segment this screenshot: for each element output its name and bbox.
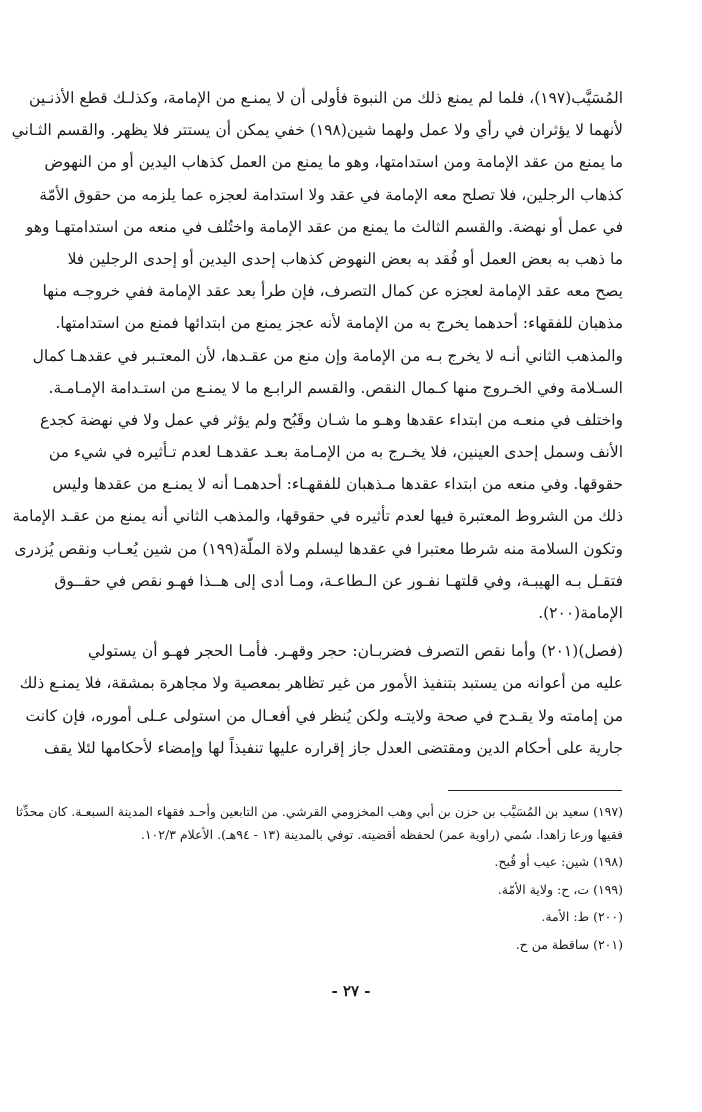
text-line: وتكون السلامة منه شرطا معتبرا في عقدها ليسلم ولاة الملّة(١٩٩) من شين يُعـاب ونقص يُزدرى: [14, 539, 623, 558]
text-line: حقوقها. وفي منعه من ابتداء عقدها مـذهبان للفقهـاء: أحدهمـا أنه لا يمنـع من عقدها وليس: [52, 475, 623, 494]
text-line: فتقـل بـه الهيبـة، وفي قلتهـا نفـور عن الـطاعـة، ومـا أدى إلى هــذا فهـو نقص في حقــوق: [54, 571, 623, 590]
footnotes: [15, 801, 623, 956]
text-line: السـلامة وفي الخـروج منها كـمال النقص. والقسم الرابـع ما لا يمنـع من استـدامة الإمـامـة.: [48, 378, 623, 397]
text-line: من إمامته ولا يقـدح في صحة ولايتـه ولكن يُنظر في أفعـال من استولى عـلى أموره، فإن كانت: [25, 706, 623, 725]
text-line: الإمامة(٢٠٠).: [538, 604, 623, 622]
footnote-line: (١٩٨) شين: عيب أو قُبح.: [494, 854, 623, 869]
footnote-line: (٢٠١) ساقطة من ح.: [515, 936, 623, 952]
text-line: جارية على أحكام الدين ومقتضى العدل جاز إقراره عليها تنفيذاً لها وإمضاء لأحكامها لئلا يقف: [43, 738, 623, 757]
text-line: والمذهب الثاني أنـه لا يخرج بـه من الإمامة وإن منع من عقـدها، لأن المعتـبر في عقدهـا كمال: [32, 346, 623, 365]
text-line: ذلك من الشروط المعتبرة فيها لعدم تأثيره في حقوقها، والمذهب الثاني أنه يمنع من عقـد الإمامة: [12, 507, 623, 526]
footnote-divider: [448, 790, 622, 791]
text-line: كذهاب الرجلين، فلا تصلح معه الإمامة في عقد ولا استدامة لعجزه عما يلزمه من حقوق الأمّة: [39, 185, 623, 204]
text-line: في عمل أو نهضة. والقسم الثالث ما يمنع من عقد الإمامة واختُلف في منعه من استدامتهـا وهو: [25, 217, 623, 236]
text-line: ما ذهب به بعض العمل أو فُقد به بعض النهوض كذهاب إحدى اليدين أو إحدى الرجلين فلا: [67, 249, 623, 268]
text-line: يصح معه عقد الإمامة لعجزه عن كمال التصرف، فإن طرأ بعد عقد الإمامة ففي خروجـه منها: [42, 282, 623, 301]
footnote-line: (١٩٩) ت، ح: ولاية الأمّة.: [497, 881, 623, 897]
main-text: [11, 82, 623, 764]
text-line: مذهبان للفقهاء: أحدهما يخرج به من الإمامة لأنه عجز يمنع من ابتدائها فمنع من استدامتها.: [55, 314, 623, 333]
text-line: ما يمنع من عقد الإمامة ومن استدامتها، وهو ما يمنع من العمل كذهاب اليدين أو من النهوض: [44, 153, 623, 172]
text-line: واختلف في منعـه من ابتداء عقدها وهـو ما شـان وقَبُح ولم يؤثر في عمل ولا في نهضة كجدع: [40, 410, 623, 429]
text-line: عليه من أعوانه من يستبد بتنفيذ الأمور من غير تظاهر بمعصية ولا مجاهرة بمشقة، فلا يمنـع ذلك: [19, 674, 623, 693]
page-number: - ٢٧ -: [331, 982, 371, 1000]
footnote-line: (١٩٧) سعيد بن المُسَيَّب بن حزن بن أبي وهب المخزومي القرشي. من التابعين وأحـد فقهاء المدينة السبعـة. كان محدِّثا: [15, 804, 623, 819]
text-line: لأنهما لا يؤثران في رأي ولا عمل ولهما شين(١٩٨) خفي يمكن أن يستتر فلا يظهر. والقسم الثـاني: [11, 121, 623, 140]
text-line: الأنف وسمل إحدى العينين، فلا يخـرج به من الإمـامة بعـد عقدهـا لعدم تـأثيره في شيء من: [48, 443, 623, 462]
footnote-line: فقيها ورعا زاهدا. سُمي (راوية عمر) لحفظه أقضيته. توفي بالمدينة (١٣ - ٩٤هـ). الأعلام ١٠٢/٣.: [140, 826, 623, 842]
text-line: (فصل)(٢٠١) وأما نقص التصرف فضربـان: حجر وقهـر. فأمـا الحجر فهـو أن يستولي: [88, 642, 623, 661]
text-line: المُسَيَّب(١٩٧)، فلما لم يمنع ذلك من النبوة فأولى أن لا يمنـع من الإمامة، وكذلـك قطع الأذنـين: [29, 89, 623, 107]
footnote-line: (٢٠٠) ط: الأمة.: [541, 909, 623, 924]
